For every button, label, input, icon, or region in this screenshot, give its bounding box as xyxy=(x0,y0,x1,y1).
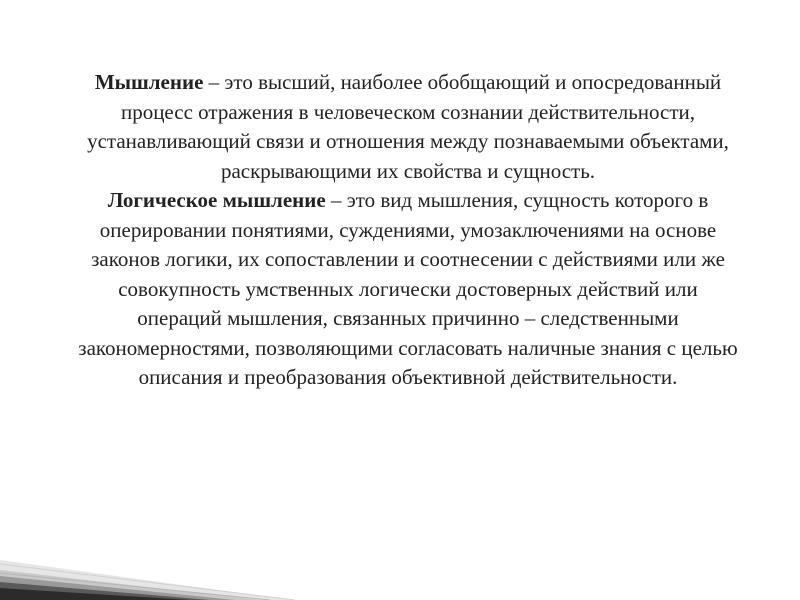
corner-stripes-decoration xyxy=(0,490,300,600)
paragraph-thinking-definition xyxy=(78,68,738,186)
slide-body-text xyxy=(78,68,738,393)
term-logical-thinking: Логическое мышление xyxy=(107,188,326,212)
definition-thinking: – это высший, наиболее обобщающий и опосредованный процесс отражения в человеческом сознании действительности, устанавливающий связи и отношения между познаваемыми объектами, раскрывающими их свойства и сущность. xyxy=(87,70,729,183)
definition-logical-thinking: – это вид мышления, сущность которого в оперировании понятиями, суждениями, умозаключениями на основе законов логики, их сопоставлении и соотнесении с действиями или же совокупность умственных логически достоверных действий или операций мышления, связанных причинно – следственными закономерностями, позволяющими согласовать наличные знания с целью описания и преобразования объективной действительности. xyxy=(78,188,738,389)
term-thinking: Мышление xyxy=(94,70,204,94)
paragraph-logical-thinking-definition xyxy=(78,186,738,393)
